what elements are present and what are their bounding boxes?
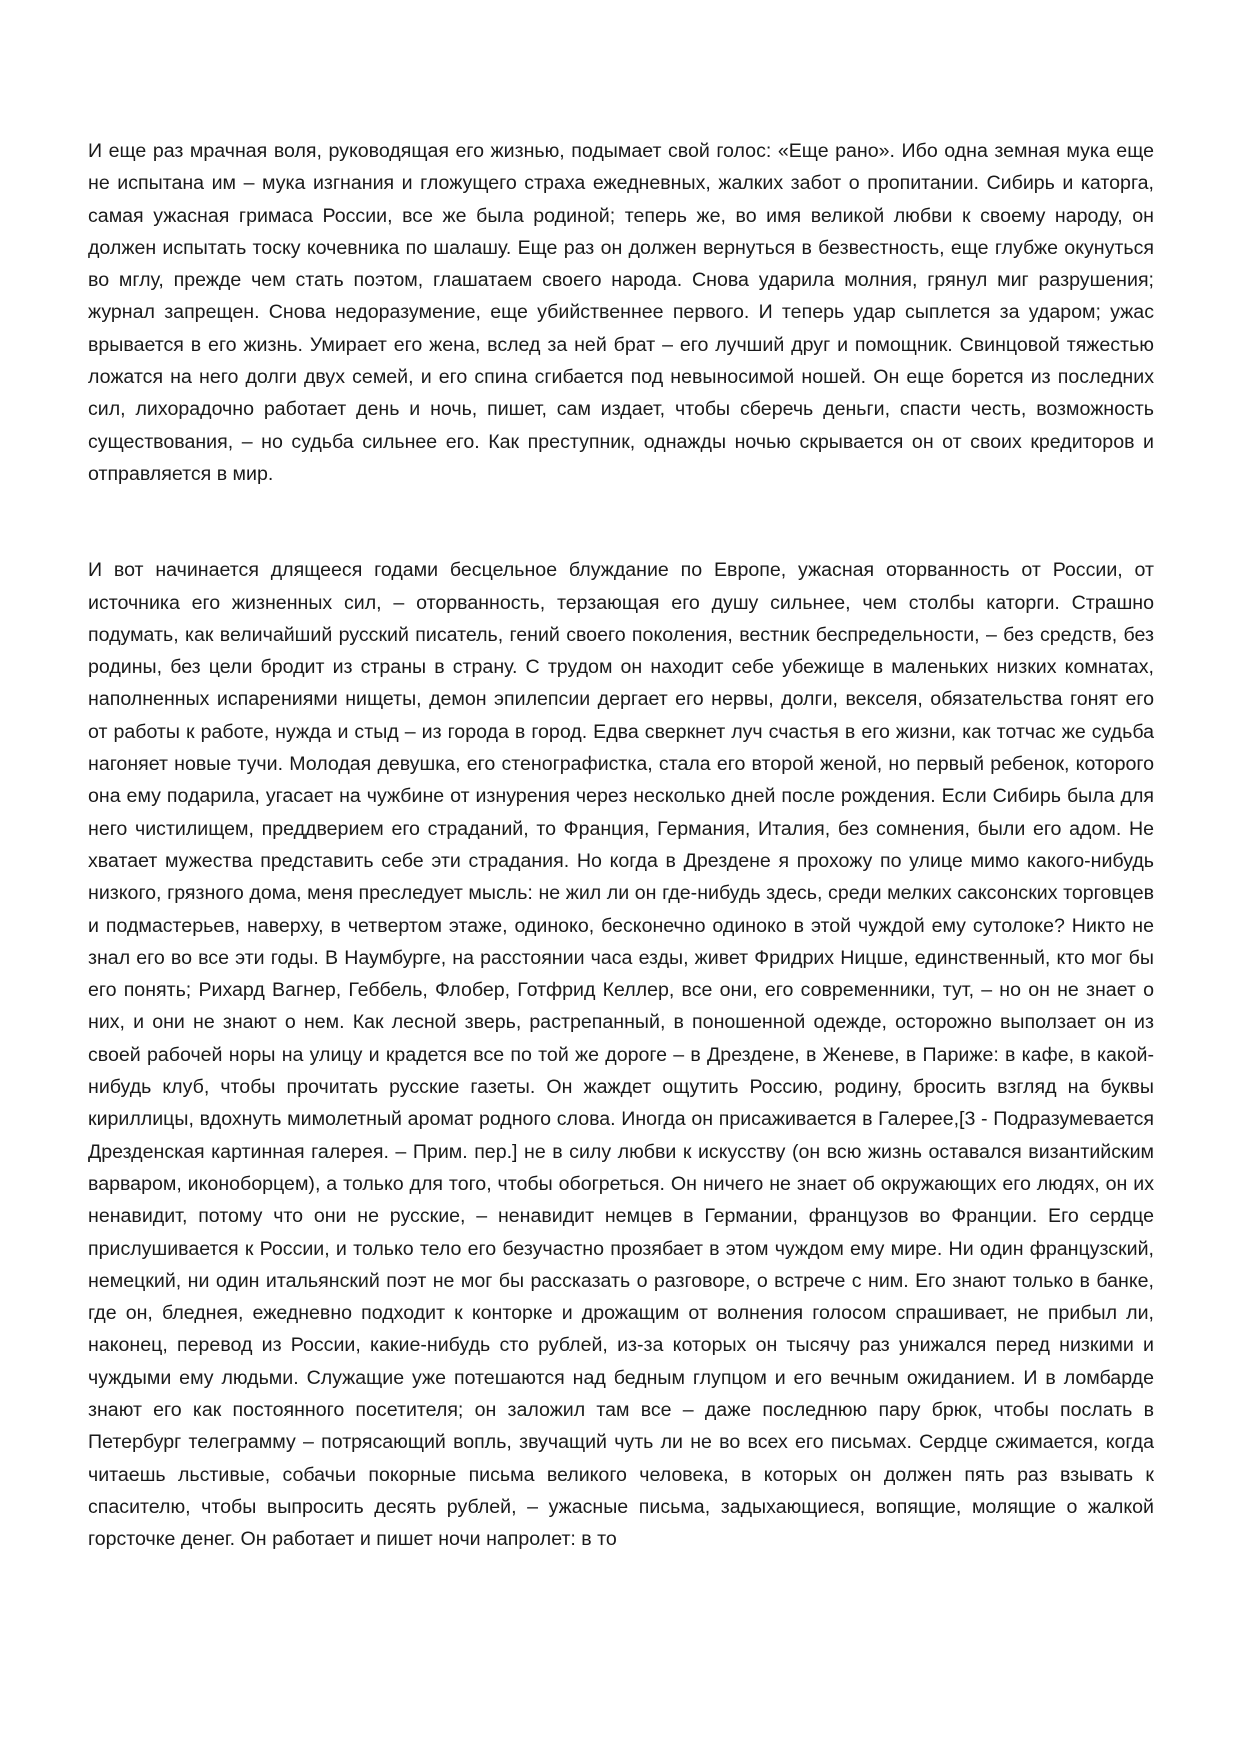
paragraph-exile: И еще раз мрачная воля, руководящая его жизнью, подымает свой голос: «Еще рано». Ибо одна земная мука еще не испытана им – мука изгнания и гложущего страха ежедневных, жалких забот о пропитании. Сибирь и каторга, самая ужасная гримаса России, все же была родиной; теперь же, во имя великой любви к своему народу, он должен испытать тоску кочевника по шалашу. Еще раз он должен вернуться в безвестность, еще глубже окунуться во мглу, прежде чем стать поэтом, глашатаем своего народа. Снова ударила молния, грянул миг разрушения; журнал запрещен. Снова недоразумение, еще убийственнее первого. И теперь удар сыплется за ударом; ужас врывается в его жизнь. Умирает его жена, вслед за ней брат – его лучший друг и помощник. Свинцовой тяжестью ложатся на него долги двух семей, и его спина сгибается под невыносимой ношей. Он еще борется из последних сил, лихорадочно работает день и ночь, пишет, сам издает, чтобы сберечь деньги, спасти честь, возможность существования, – но судьба сильнее его. Как преступник, однажды ночью скрывается он от своих кредиторов и отправляется в мир. [88,140,1154,485]
document-page [88,135,1154,1555]
paragraph-wandering: И вот начинается длящееся годами бесцельное блуждание по Европе, ужасная оторванность от России, от источника его жизненных сил, – оторванность, терзающая его душу сильнее, чем столбы каторги. Страшно подумать, как величайший русский писатель, гений своего поколения, вестник беспредельности, – без средств, без родины, без цели бродит из страны в страну. С трудом он находит себе убежище в маленьких низких комнатах, наполненных испарениями нищеты, демон эпилепсии дергает его нервы, долги, векселя, обязательства гонят его от работы к работе, нужда и стыд – из города в город. Едва сверкнет луч счастья в его жизни, как тотчас же судьба нагоняет новые тучи. Молодая девушка, его стенографистка, стала его второй женой, но первый ребенок, которого она ему подарила, угасает на чужбине от изнурения через несколько дней после рождения. Если Сибирь была для него чистилищем, преддверием его страданий, то Франция, Германия, Италия, без сомнения, были его адом. Не хватает мужества представить себе эти страдания. Но когда в Дрездене я прохожу по улице мимо какого-нибудь низкого, грязного дома, меня преследует мысль: не жил ли он где-нибудь здесь, среди мелких саксонских торговцев и подмастерьев, наверху, в четвертом этаже, одиноко, бесконечно одиноко в этой чуждой ему сутолоке? Никто не знал его во все эти годы. В Наумбурге, на расстоянии часа езды, живет Фридрих Ницше, единственный, кто мог бы его понять; Рихард Вагнер, Геббель, Флобер, Готфрид Келлер, все они, его современники, тут, – но он не знает о них, и они не знают о нем. Как лесной зверь, растрепанный, в поношенной одежде, осторожно выползает он из своей рабочей норы на улицу и крадется все по той же дороге – в Дрездене, в Женеве, в Париже: в кафе, в какой-нибудь клуб, чтобы прочитать русские газеты. Он жаждет ощутить Россию, родину, бросить взгляд на буквы кириллицы, вдохнуть мимолетный аромат родного слова. Иногда он присаживается в Галерее,[3 - Подразумевается Дрезденская картинная галерея. – Прим. пер.] не в силу любви к искусству (он всю жизнь оставался византийским варваром, иконоборцем), а только для того, чтобы обогреться. Он ничего не знает об окружающих его людях, он их ненавидит, потому что они не русские, – ненавидит немцев в Германии, французов во Франции. Его сердце прислушивается к России, и только тело его безучастно прозябает в этом чуждом ему мире. Ни один французский, немецкий, ни один итальянский поэт не мог бы рассказать о разговоре, о встрече с ним. Его знают только в банке, где он, бледнея, ежедневно подходит к конторке и дрожащим от волнения голосом спрашивает, не прибыл ли, наконец, перевод из России, какие-нибудь сто рублей, из-за которых он тысячу раз унижался перед низкими и чуждыми ему людьми. Служащие уже потешаются над бедным глупцом и его вечным ожиданием. И в ломбарде знают его как постоянного посетителя; он заложил там все – даже последнюю пару брюк, чтобы послать в Петербург телеграмму – потрясающий вопль, звучащий чуть ли не во всех его письмах. Сердце сжимается, когда читаешь льстивые, собачьи покорные письма великого человека, в которых он должен пять раз взывать к спасителю, чтобы выпросить десять рублей, – ужасные письма, задыхающиеся, вопящие, молящие о жалкой горсточке денег. Он работает и пишет ночи напролет: в то [88,559,1154,1551]
